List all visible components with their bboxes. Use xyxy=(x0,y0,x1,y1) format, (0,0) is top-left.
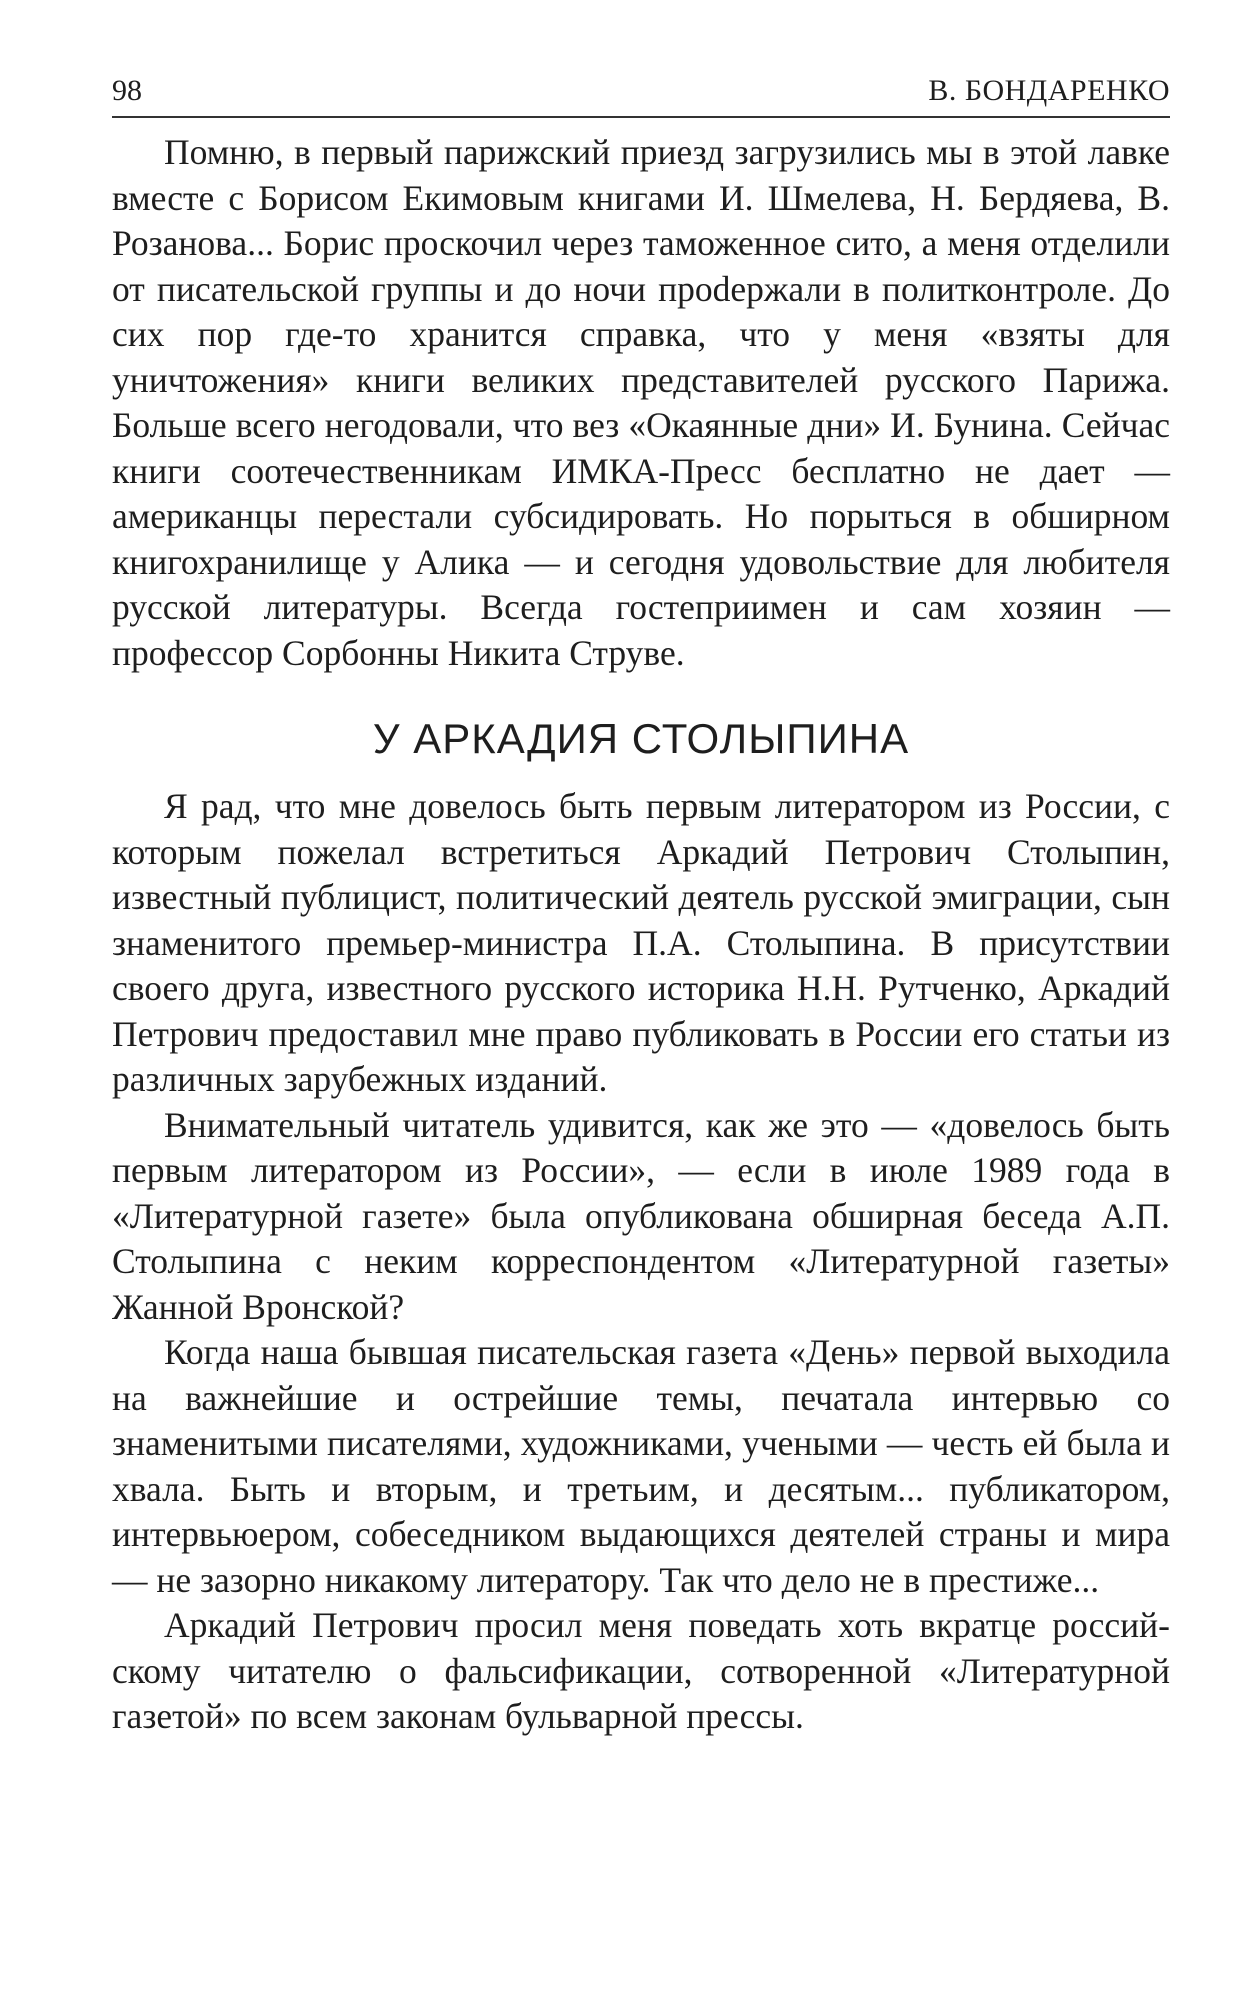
page-number: 98 xyxy=(112,74,142,107)
paragraph-2: Я рад, что мне довелось быть первым литератором из России, с которым пожелал встретиться Аркадий Петрович Столыпин, известный публицист, политический деятель русской эмиграции, сын знаменитого премьер-министра П.А. Столыпина. В присутствии своего друга, известного русского историка Н.Н. Рутченко, Аркадий Петрович предоставил мне право публиковать в России его статьи из различных зарубежных изданий. xyxy=(112,786,1170,1099)
section-heading: У АРКАДИЯ СТОЛЫПИНА xyxy=(372,715,910,762)
paragraph-4: Когда наша бывшая писательская газета «День» первой выходила на важнейшие и острейшие темы, печатала интервью со знаменитыми писателями, художниками, учеными — честь ей была и хвала. Быть и вторым, и третьим, и десятым... публикатором, интервьюером, собеседником выдающихся деятелей страны и мира — не зазорно никакому литератору. Так что дело не в престиже... xyxy=(112,1332,1170,1600)
paragraph-3: Внимательный читатель удивится, как же это — «довелось быть первым литератором из России», — если в июле 1989 года в «Литературной газете» была опубликована обширная беседа А.П. Столыпина с неким корреспондентом «Литературной газеты» Жанной Вронской? xyxy=(112,1104,1170,1327)
paragraph-5: Аркадий Петрович просил меня поведать хоть вкратце российскому читателю о фальсификации, сотворенной «Литературной газетой» по всем законам бульварной прессы. xyxy=(112,1605,1170,1736)
paragraph-1: Помню, в первый парижский приезд загрузились мы в этой лавке вместе с Борисом Екимовым книгами И. Шмелева, Н. Бердяева, В. Розанова... Борис проскочил через таможенное сито, а меня отделили от писательской группы и до ночи проdержали в политконтроле. До сих пор где-то хранится справка, что у меня «взяты для уничтожения» книги великих представителей русского Парижа. Больше всего негодовали, что вез «Окаянные дни» И. Бунина. Сейчас книги соотечественникам ИМКА-Пресс бесплатно не дает — американцы перестали субсидировать. Но порыться в обширном книгохранилище у Алика — и сегодня удовольствие для любителя русской литературы. Всегда гостеприимен и сам хозяин — профессор Сорбонны Никита Струве. xyxy=(112,132,1170,673)
running-head-author: В. БОНДАРЕНКО xyxy=(928,74,1170,107)
page-body xyxy=(112,130,1170,1740)
page-header xyxy=(112,66,1170,118)
